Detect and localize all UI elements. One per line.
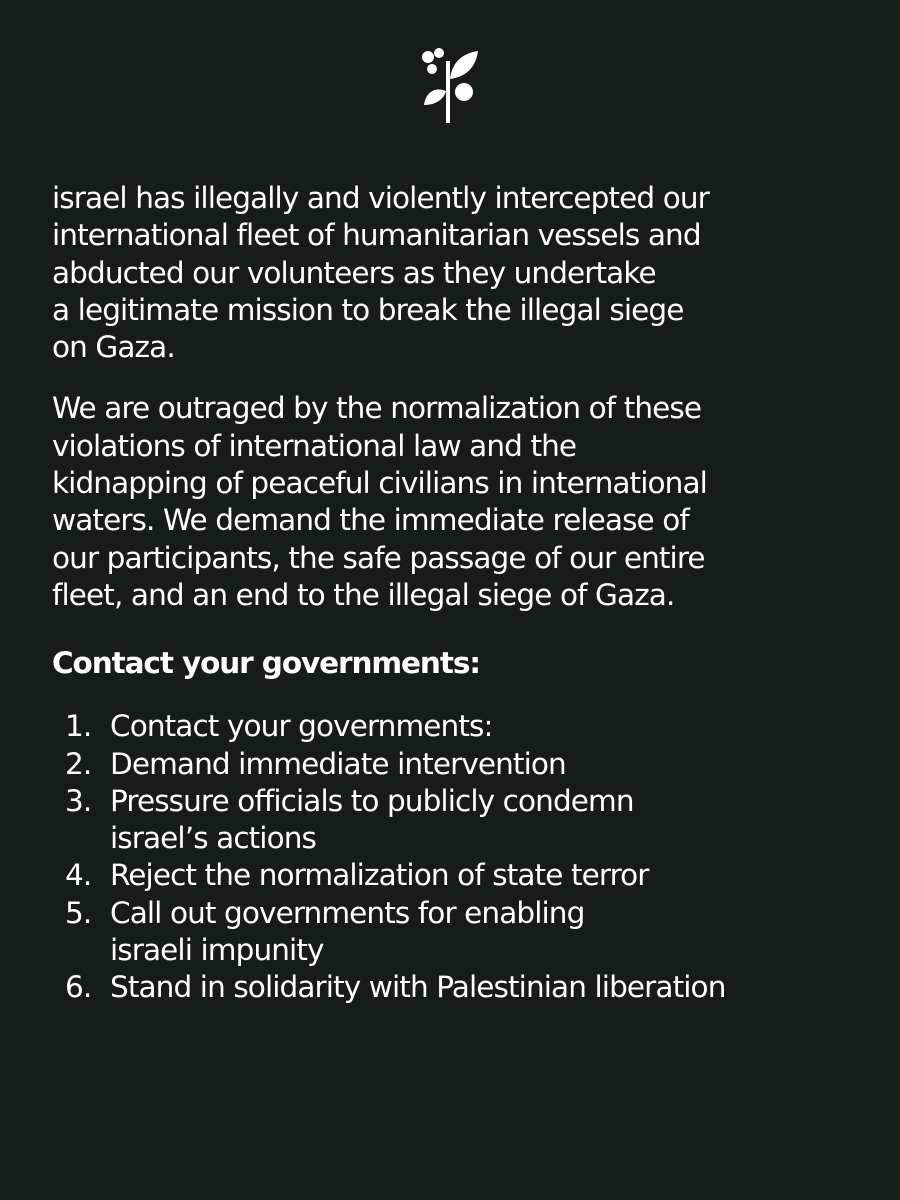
list-number: 1.	[65, 709, 92, 744]
text-line: Stand in solidarity with Palestinian liberation	[110, 970, 726, 1005]
list-number: 6.	[65, 970, 92, 1005]
list-number: 4.	[65, 858, 92, 893]
text-line: israeli impunity	[110, 933, 324, 968]
list-text	[110, 895, 584, 970]
list-item	[52, 708, 852, 745]
text-line: We are outraged by the normalization of these	[52, 391, 702, 426]
list-text	[110, 783, 634, 858]
text-line: israel’s actions	[110, 821, 317, 856]
sprout-icon	[418, 45, 480, 123]
paragraph-outrage	[52, 390, 852, 614]
text-line: Contact your governments:	[110, 709, 493, 744]
list-item	[52, 746, 852, 783]
text-line: on Gaza.	[52, 330, 175, 365]
text-line: Reject the normalization of state terror	[110, 858, 649, 893]
text-line: waters. We demand the immediate release of	[52, 503, 689, 538]
list-text	[110, 857, 649, 894]
list-item	[52, 895, 852, 970]
paragraph-intercept	[52, 180, 852, 366]
list-number: 2.	[65, 746, 92, 781]
text-line: kidnapping of peaceful civilians in international	[52, 466, 707, 501]
list-text	[110, 708, 493, 745]
list-item	[52, 857, 852, 894]
text-line: Pressure officials to publicly condemn	[110, 783, 634, 818]
action-list	[52, 708, 852, 1006]
list-text	[110, 969, 726, 1006]
text-line: Demand immediate intervention	[110, 746, 566, 781]
text-line: abducted our volunteers as they undertake	[52, 255, 656, 290]
text-line: a legitimate mission to break the illegal siege	[52, 292, 684, 327]
text-line: our participants, the safe passage of our entire	[52, 540, 705, 575]
list-item	[52, 783, 852, 858]
text-line: international fleet of humanitarian vessels and	[52, 218, 701, 253]
list-number: 5.	[65, 895, 92, 930]
text-line: fleet, and an end to the illegal siege of Gaza.	[52, 577, 675, 612]
text-line: Call out governments for enabling	[110, 895, 585, 930]
statement	[52, 180, 852, 1007]
list-text	[110, 746, 566, 783]
text-line: violations of international law and the	[52, 428, 577, 463]
section-heading: Contact your governments:	[52, 646, 480, 681]
list-number: 3.	[65, 783, 92, 818]
text-line: israel has illegally and violently intercepted our	[52, 181, 709, 215]
list-item	[52, 969, 852, 1006]
